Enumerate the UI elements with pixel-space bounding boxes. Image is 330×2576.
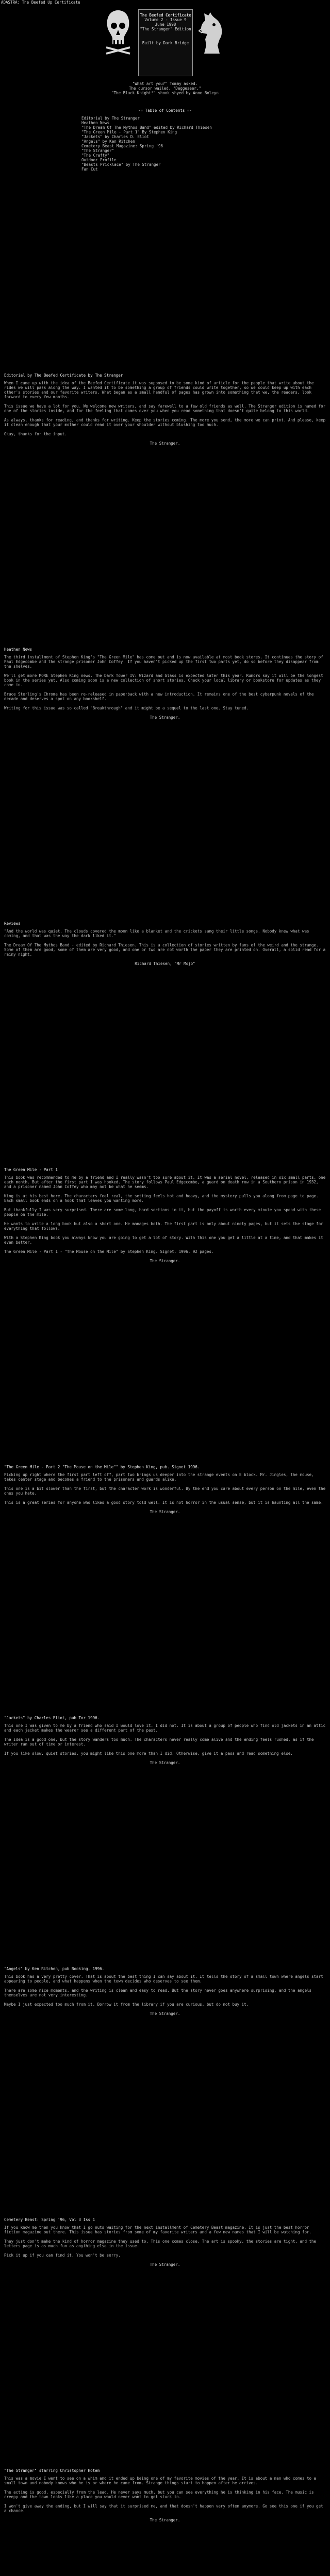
signature: The Stranger. bbox=[150, 1510, 180, 1514]
toc-item: "The Dream Of The Mythos Band" edited by Richard Thiesen bbox=[81, 125, 212, 130]
article-section bbox=[4, 921, 326, 966]
section-heading: "Jackets" by Charles Eliot, pub Tor 1996. bbox=[4, 1716, 100, 1720]
toc-item: Cemetery Beast Magazine: Spring '96 bbox=[81, 144, 163, 148]
paragraph: The Green Mile - Part 1 - "The Mouse on the Mile" by Stephen King. Signet. 1996. 92 pages. bbox=[4, 1249, 214, 1254]
paragraph: If you know me then you know that I go nuts waiting for the next installment of Cemetery Beast magazine. It is just the best horror fiction magazine out there. This issue has stories from some of my favorite writers and a few new names that I will be watching for. bbox=[4, 2225, 312, 2234]
signature: The Stranger. bbox=[150, 1259, 180, 1263]
table-of-contents bbox=[0, 108, 330, 172]
paragraph: When I came up with the idea of the Beefed Certificate it was supposed to be some kind of article for the people that write about the rides we will pass along the way. I wanted it to be something a group of friends could write together, so we could keep up with each other's stories and our favorite writers. What began as a small handful of pages has grown into something that we, the readers, look forward to every few months. bbox=[4, 381, 317, 399]
quote-line: "What art you?" Tommy asked. bbox=[132, 81, 198, 86]
paragraph: The third installment of Stephen King's "The Green Mile" has come out and is now available at most book stores. It continues the story of Paul Edgecombe and the strange prisoner John Coffey. If you haven't picked up the first two parts yet, do so before they disappear from the shelves. bbox=[4, 655, 326, 669]
article-section bbox=[4, 2468, 326, 2522]
article-body bbox=[0, 373, 330, 2576]
paragraph: Bruce Sterling's Chrome has been re-released in paperback with a new introduction. It remains one of the best cyberpunk novels of the decade and deserves a spot on any bookshelf. bbox=[4, 692, 317, 701]
paragraph: This one I was given to me by a friend who said I would love it. I did not. It is about a group of people who find old jackets in an attic and each jacket makes the wearer see a different part of the past. bbox=[4, 1723, 328, 1733]
paragraph: This book was recommended to me by a friend and I really wasn't too sure about it. It was a serial novel, released in six small parts, one each month. But after the first part I was hooked. The story follows Paul Edgecombe, a guard on death row in a Southern prison in 1932, and a prisoner named John Coffey who may not be what he seems. bbox=[4, 1175, 328, 1189]
paragraph: If you like slow, quiet stories, you might like this one more than I did. Otherwise, give it a pass and read something else. bbox=[4, 1751, 293, 1756]
banner-edition: "The Stranger" Edition bbox=[140, 27, 191, 31]
section-heading: "The Green Mile - Part 2 "The Mouse on the Mile"" by Stephen King, pub. Signet 1996. bbox=[4, 1465, 200, 1469]
banner-credit: Built by Dark Bridge bbox=[142, 41, 189, 45]
paragraph: Pick it up if you can find it. You won't be sorry. bbox=[4, 2253, 121, 2258]
article-section bbox=[4, 1967, 326, 2016]
paragraph: The acting is good, especially from the lead. He never says much, but you can see everything he is thinking in his face. The music is creepy and the town looks like a place you would never want to get stuck in. bbox=[4, 2490, 317, 2499]
paragraph: This issue we have a lot for you. We welcome new writers, and say farewell to a few old friends as well. The Stranger edition is named for one of the stories inside, and for the feeling that comes over you when you read something that doesn't quite belong to this world. bbox=[4, 404, 328, 413]
paragraph: There are some nice moments, and the writing is clean and easy to read. But the story never goes anywhere surprising, and the angels themselves are not very interesting. bbox=[4, 1988, 314, 1997]
paragraph: "And the world was quiet. The clouds covered the moon like a blanket and the crickets sang their little songs. Nobody knew what was coming, and that was the way the dark liked it." bbox=[4, 929, 312, 938]
paragraph: With a Stephen King book you always know you are going to get a lot of story. With this one you get a little at a time, and that makes it even better. bbox=[4, 1235, 326, 1245]
quote-line: "The Black Knight!" shook shyed by Anne Boleyn bbox=[111, 91, 219, 95]
paragraph: We'll get more MORE Stephen King news. The Dark Tower IV: Wizard and Glass is expected later this year. Rumors say it will be the longest book in the series yet. Also coming soon is a new collection of short stories. Check your local library or bookstore for updates as they come in. bbox=[4, 673, 326, 687]
signature: The Stranger. bbox=[150, 441, 180, 446]
paragraph: The Dream Of The Mythos Band - edited by Richard Thiesen. This is a collection of stories written by fans of the weird and the strange. Some of them are good, some of them are very good, and one or two are not worth the paper they are printed on. Overall, a solid read for a rainy night. bbox=[4, 943, 328, 957]
toc-item: "The Stranger" bbox=[81, 148, 114, 153]
paragraph: Picking up right where the first part left off, part two brings us deeper into the strange events on E block. Mr. Jingles, the mouse, takes center stage and becomes a friend to the prisoners and guards alike. bbox=[4, 1472, 317, 1482]
paragraph: But thankfully I was very surprised. There are some long, hard sections in it, but the payoff is worth every minute you spend with these people on the mile. bbox=[4, 1208, 323, 1217]
toc-item: Editorial by The Stranger bbox=[81, 116, 140, 121]
toc-item: Heathen News bbox=[81, 121, 110, 125]
paragraph: Writing for this issue was so called "Breakthrough" and it might be a sequel to the last one. Stay tuned. bbox=[4, 706, 249, 710]
section-heading: "Angels" by Ken Ritchen, pub Rooking. 1996. bbox=[4, 1967, 105, 1971]
paragraph: This is a great series for anyone who likes a good story told well. It is not horror in the usual sense, but it is haunting all the same. bbox=[4, 1500, 323, 1505]
article-section bbox=[4, 2217, 326, 2267]
signature: Richard Thiesen, "Mr Mojo" bbox=[135, 961, 195, 966]
section-heading: Cemetery Beast: Spring '96, Vol 3 Iss 1 bbox=[4, 2217, 95, 2222]
paragraph: Maybe I just expected too much from it. Borrow it from the library if you are curious, but do not buy it. bbox=[4, 2002, 249, 2007]
knight-ornament-icon bbox=[197, 8, 227, 56]
quote-line: The cursor wailed. "Deggeseer." bbox=[129, 86, 201, 91]
paragraph: He wants to write a long book but also a short one. He manages both. The first part is only about ninety pages, but it sets the stage for everything that follows. bbox=[4, 1222, 326, 1231]
paragraph: Okay, thanks for the input. bbox=[4, 432, 67, 436]
paragraph: This book has a very pretty cover. That is about the best thing I can say about it. It tells the story of a small town where angels start appearing to people, and what happens when the town decides who deserves to see them. bbox=[4, 1974, 326, 1984]
article-section bbox=[4, 647, 326, 720]
issue-banner bbox=[138, 9, 193, 76]
toc-item: "Jackets" by Charles D. Eliot bbox=[81, 134, 149, 139]
toc-item: "Beasts Pricklace" by The Stranger bbox=[81, 162, 161, 167]
section-heading: Reviews bbox=[4, 921, 21, 926]
toc-item: Fan Cut bbox=[81, 167, 98, 172]
skull-ornament-icon bbox=[103, 8, 133, 56]
paragraph: This was a movie I went to see on a whim and it ended up being one of my favorite movies of the year. It is about a man who comes to a small town and nobody knows who he is or where he came from. Strange things start to happen after he arrives. bbox=[4, 2476, 319, 2485]
signature: The Stranger. bbox=[150, 1760, 180, 1765]
toc-item: "Angels" by Ken Ritchen bbox=[81, 139, 135, 144]
section-heading: The Green Mile - Part 1 bbox=[4, 1167, 58, 1172]
article-section bbox=[4, 1465, 326, 1514]
article-section bbox=[4, 1716, 326, 1765]
banner-title: The Beefed Certificate bbox=[140, 13, 191, 18]
paragraph: As always, thanks for reading, and thanks for writing. Keep the stories coming. The more you send, the more we can print. And please, keep it clean enough that your mother could read it over your shoulder without blushing too much. bbox=[4, 418, 328, 427]
paragraph: This one is a bit slower than the first, but the character work is wonderful. By the end you care about every person on the mile, even the ones you hate. bbox=[4, 1486, 328, 1496]
signature: The Stranger. bbox=[150, 715, 180, 720]
header bbox=[0, 5, 330, 108]
signature: The Stranger. bbox=[150, 2011, 180, 2016]
banner-spacer bbox=[139, 31, 192, 36]
window-title: ADASTRA: The Beefed Up Certificate bbox=[0, 0, 330, 5]
toc-item: "The Green Mile - Part 1" By Stephen King bbox=[81, 130, 177, 134]
paragraph: I won't give away the ending, but I will say that it surprised me, and that doesn't happen very often anymore. Go see this one if you get a chance. bbox=[4, 2504, 326, 2513]
article-section bbox=[4, 1167, 326, 1263]
signature: The Stranger. bbox=[150, 2518, 180, 2522]
paragraph: They just don't make the kind of horror magazine they used to. This one comes close. The art is spooky, the stories are tight, and the letters page is as much fun as anything else in the issue. bbox=[4, 2239, 319, 2248]
toc-item: Outdoor Profile bbox=[81, 158, 117, 162]
section-heading: "The Stranger" starring Christopher Hotem bbox=[4, 2468, 100, 2473]
banner-spacer bbox=[139, 36, 192, 41]
signature: The Stranger. bbox=[150, 2262, 180, 2267]
toc-item: "The Crafty" bbox=[81, 153, 110, 158]
section-heading: Heathen News bbox=[4, 647, 32, 652]
banner-volume: Volume 2 - Issue 9 bbox=[144, 18, 187, 22]
opening-quote bbox=[77, 81, 253, 95]
article-section bbox=[4, 373, 326, 446]
banner-date: June 1998 bbox=[155, 22, 176, 27]
section-heading: Editorial by The Beefed Certificate by The Stranger bbox=[4, 373, 123, 378]
toc-heading: -= Table of Contents =- bbox=[138, 108, 192, 113]
paragraph: The idea is a good one, but the story wanders too much. The characters never really come alive and the ending feels rushed, as if the writer ran out of time or interest. bbox=[4, 1737, 317, 1747]
paragraph: King is at his best here. The characters feel real, the setting feels hot and heavy, and the mystery pulls you along from page to page. Each small book ends on a hook that leaves you wanting more. bbox=[4, 1194, 321, 1203]
